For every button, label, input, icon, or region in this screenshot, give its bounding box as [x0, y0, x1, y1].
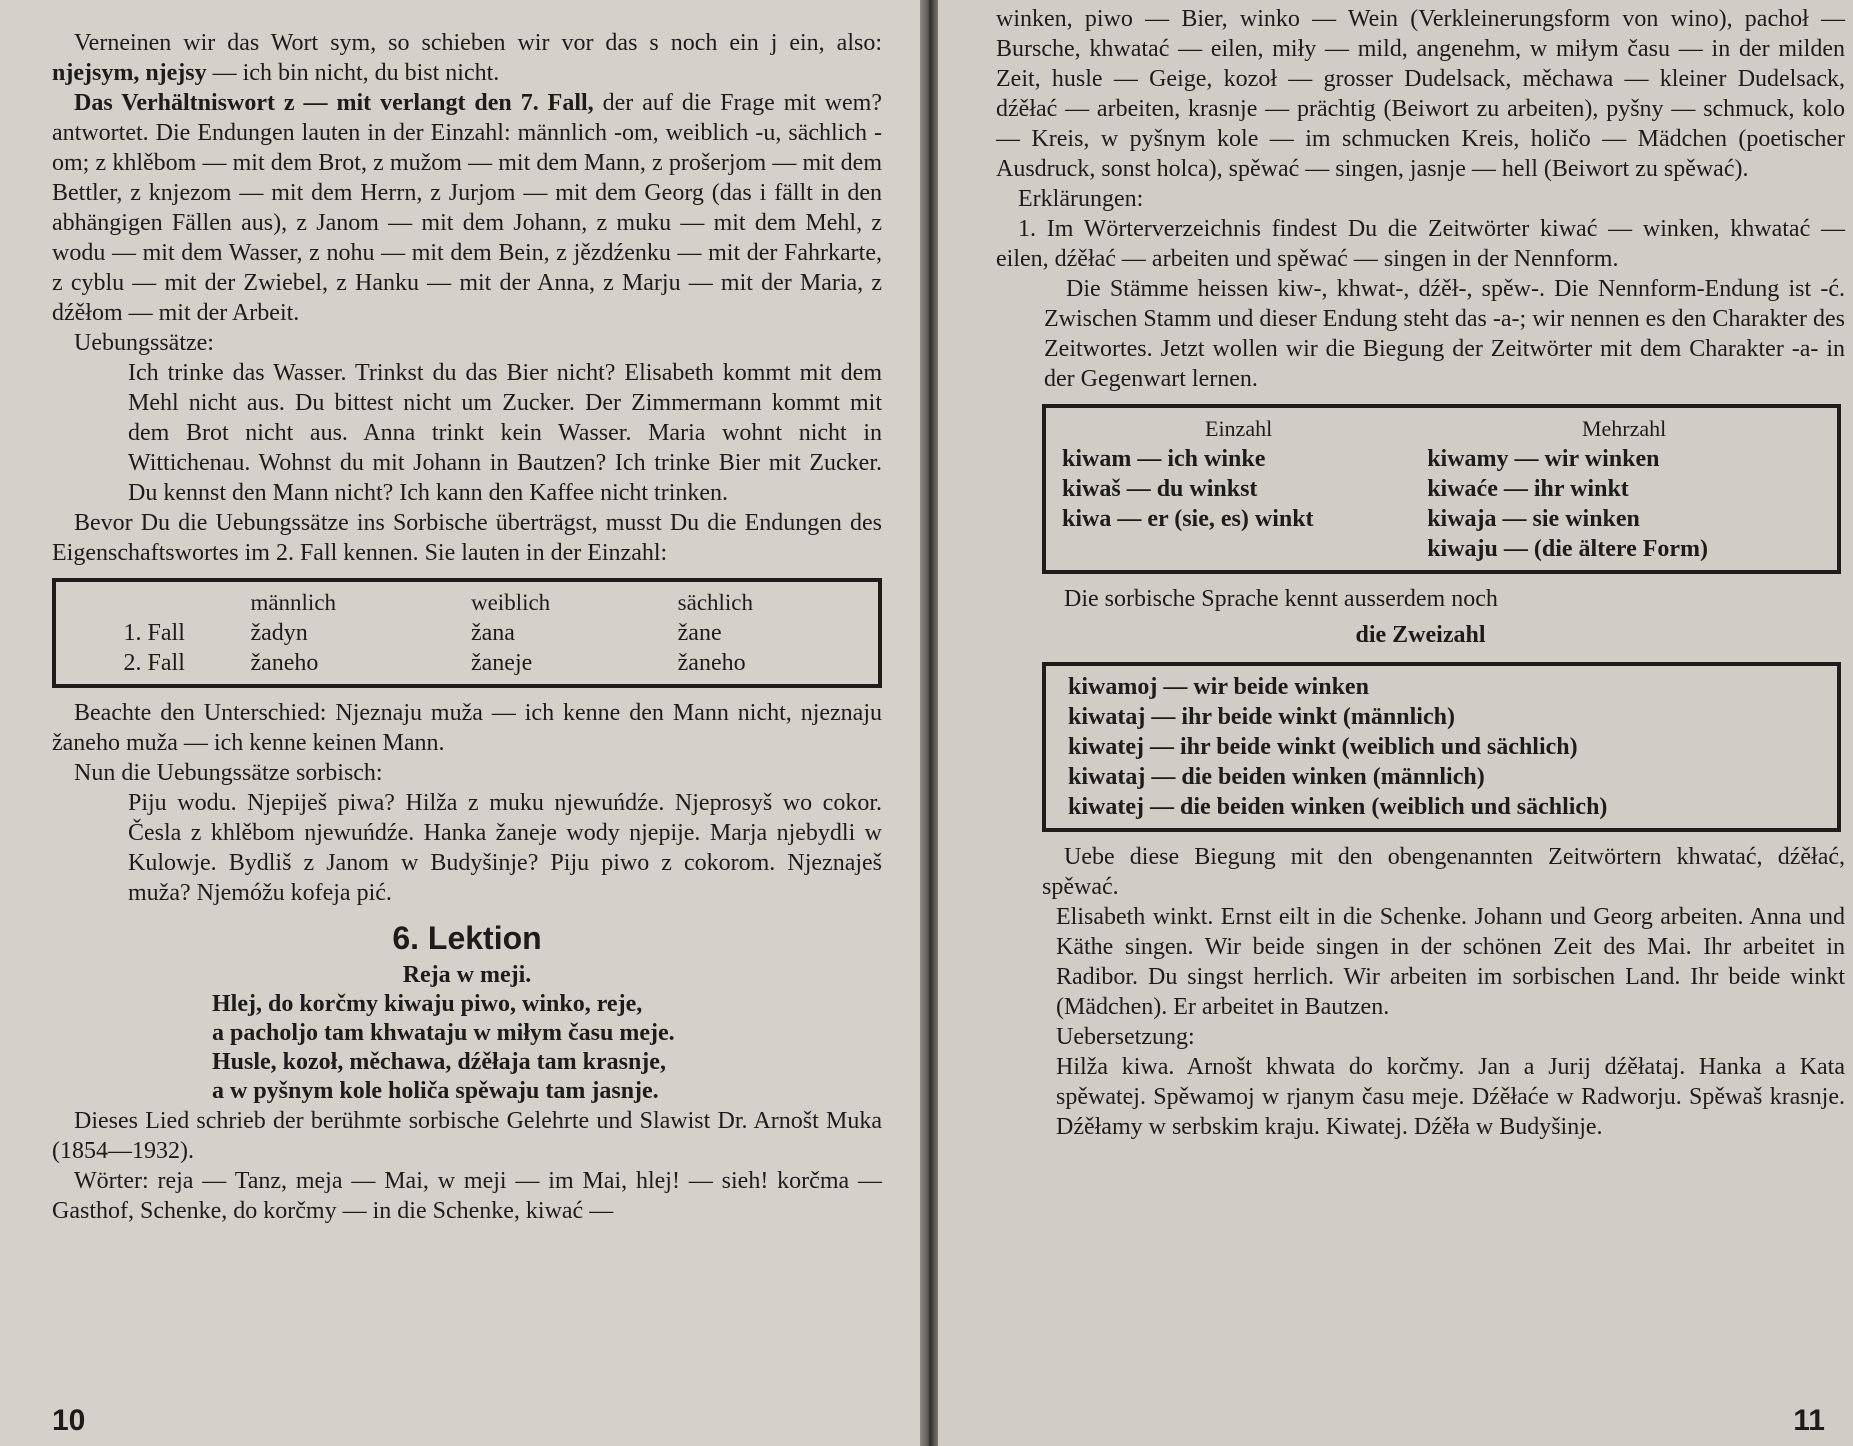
table-row: kiwa — er (sie, es) winkt kiwaja — sie winken — [1062, 506, 1640, 532]
table-header: sächlich — [677, 590, 754, 615]
explanation-stems: Die Stämme heissen kiw-, khwat-, dźěł-, spěw-. Die Nennform-Endung ist -ć. Zwischen Stamm und dieser Endung steht das -a-; wir nennen es den Charakter des Zeitwortes. Jetzt wollen wir die Biegung der Zeitwörter mit dem Charakter -a- in der Gegenwart lernen. — [1044, 276, 1845, 392]
song-verse — [52, 990, 882, 1106]
dual-heading: die Zweizahl — [1355, 622, 1486, 648]
practice-sentences: Elisabeth winkt. Ernst eilt in die Schenke. Johann und Georg arbeiten. Anna und Käthe singen. Wir beide singen in der schönen Zeit des Mai. Ihr arbeitet in Radibor. Du singst herrlich. Wir arbeiten im sorbischen Land. Ihr beide winkt (Mädchen). Er arbeitet in Bautzen. — [1056, 904, 1845, 1020]
song-note: Dieses Lied schrieb der berühmte sorbische Gelehrte und Slawist Dr. Arnošt Muka (1854—1932). — [52, 1108, 882, 1164]
declension-table — [52, 578, 882, 688]
dual-row: kiwatej — ihr beide winkt (weiblich und sächlich) — [1068, 734, 1578, 760]
paragraph-negation: Verneinen wir das Wort sym, so schieben wir vor das s noch ein j ein, also: njejsym, njejsy — ich bin nicht, du bist nicht. — [52, 30, 882, 86]
dual-table — [1042, 662, 1841, 832]
sorbian-heading: Nun die Uebungssätze sorbisch: — [74, 760, 383, 786]
dual-row: kiwatej — die beiden winken (weiblich und sächlich) — [1068, 794, 1608, 820]
sorbian-text: Piju wodu. Njepiješ piwa? Hilža z muku njewuńdźe. Njeprosyš wo cokor. Česla z khlěbom njewuńdźe. Hanka žaneje wody njepije. Marja njebydli w Kulowje. Bydliš z Janom w Budyšinje? Piju piwo z cokorom. Njeznaješ muža? Njemóžu kofeja pić. — [128, 790, 882, 906]
exercise-text: Ich trinke das Wasser. Trinkst du das Bier nicht? Elisabeth kommt mit dem Mehl nicht aus. Du bittest nicht um Zucker. Der Zimmermann kommt mit dem Brot nicht aus. Anna trinkt kein Wasser. Maria wohnt nicht in Wittichenau. Wohnst du mit Johann in Bautzen? Ich trinke Bier mit Zucker. Du kennst den Mann nicht? Ich kann den Kaffee nicht trinken. — [128, 360, 882, 506]
table-row: kiwaš — du winkst kiwaće — ihr winkt — [1062, 476, 1629, 502]
rule-lead: Das Verhältniswort z — mit verlangt den 7. Fall, — [74, 90, 594, 116]
explanations-heading: Erklärungen: — [1018, 186, 1144, 212]
table-header: weiblich — [470, 590, 551, 615]
conjugation-table — [1042, 404, 1841, 574]
exercise-heading: Uebungssätze: — [74, 330, 214, 356]
practice-text: Uebe diese Biegung mit den obengenannten Zeitwörtern khwatać, dźěłać, spěwać. — [1042, 844, 1845, 900]
explanation-item: 1. Im Wörterverzeichnis findest Du die Zeitwörter kiwać — winken, khwatać — eilen, dźěłać — arbeiten und spěwać — singen in der Nennform. — [996, 216, 1845, 272]
song-title: Reja w meji. — [402, 962, 532, 988]
table-row: 1. Fall žadyn žana žane — [123, 620, 722, 646]
left-page — [0, 0, 920, 1446]
paragraph-seventh-case: Das Verhältniswort z — mit verlangt den 7. Fall, der auf die Frage mit wem? antwortet. Die Endungen lauten in der Einzahl: männlich -om, weiblich -u, sächlich -om; z khlěbom — mit dem Brot, z mužom — mit dem Mann, z prošerjom — mit dem Bettler, z knjezom — mit dem Herrn, z Jurjom — mit dem Georg (das i fällt in den abhängigen Fällen aus), z Janom — mit dem Johann, z muku — mit dem Mehl, z wodu — mit dem Wasser, z nohu — mit dem Bein, z jězdźenku — mit der Fahrkarte, z cyblu — mit der Zwiebel, z Hanku — mit der Anna, z Marju — mit der Maria, z dźěłom — mit der Arbeit. — [52, 90, 882, 326]
page-number: 10 — [52, 1404, 86, 1437]
dual-intro: Die sorbische Sprache kennt ausserdem noch — [1064, 586, 1498, 612]
table-row: kiwaju — (die ältere Form) — [1427, 536, 1709, 562]
table-row: 2. Fall žaneho žaneje žaneho — [123, 650, 746, 676]
table-header: Einzahl — [1205, 416, 1273, 441]
song-line: a pacholjo tam khwataju w miłym času meje. — [212, 1020, 675, 1046]
translation-heading: Uebersetzung: — [1056, 1024, 1195, 1050]
book-gutter — [920, 0, 938, 1446]
song-line: a w pyšnym kole holiča spěwaju tam jasnje. — [212, 1078, 659, 1104]
song-line: Hlej, do korčmy kiwaju piwo, winko, reje, — [212, 991, 643, 1017]
lesson-title: 6. Lektion — [392, 920, 542, 956]
table-row: kiwam — ich winke kiwamy — wir winken — [1062, 446, 1660, 472]
page-number: 11 — [1793, 1404, 1825, 1437]
before-text: Bevor Du die Uebungssätze ins Sorbische überträgst, musst Du die Endungen des Eigenschaftswortes im 2. Fall kennen. Sie lauten in der Einzahl: — [52, 510, 882, 566]
song-line: Husle, kozoł, měchawa, dźěłaja tam krasnje, — [212, 1049, 666, 1075]
table-header: Mehrzahl — [1581, 416, 1667, 441]
translation-text: Hilža kiwa. Arnošt khwata do korčmy. Jan a Jurij dźěłataj. Hanka a Kata spěwatej. Spěwamoj w rjanym času meje. Dźěłaće w Radworju. Spěwaš krasnje. Dźěłamy w serbskim kraju. Kiwatej. Dźěła w Budyšinje. — [1056, 1054, 1845, 1140]
note-text: Beachte den Unterschied: Njeznaju muža — ich kenne den Mann nicht, njeznaju žaneho muža — ich kenne keinen Mann. — [52, 700, 882, 756]
dual-row: kiwamoj — wir beide winken — [1068, 674, 1369, 700]
vocabulary-text: Wörter: reja — Tanz, meja — Mai, w meji — im Mai, hlej! — sieh! korčma — Gasthof, Schenke, do korčmy — in die Schenke, kiwać — — [52, 1168, 882, 1224]
dual-row: kiwataj — die beiden winken (männlich) — [1068, 764, 1485, 790]
vocabulary-continued: winken, piwo — Bier, winko — Wein (Verkleinerungsform von wino), pachoł — Bursche, khwatać — eilen, miły — mild, angenehm, w miłym času — in der milden Zeit, husle — Geige, kozoł — grosser Dudelsack, měchawa — kleiner Dudelsack, dźěłać — arbeiten, krasnje — prächtig (Beiwort zu arbeiten), pyšny — schmuck, kolo — Kreis, w pyšnym kole — im schmucken Kreis, holičo — Mädchen (poetischer Ausdruck, sonst holca), spěwać — singen, jasnje — hell (Beiwort zu spěwać). — [996, 6, 1845, 182]
table-header: männlich — [250, 590, 337, 615]
right-page — [938, 0, 1853, 1446]
dual-row: kiwataj — ihr beide winkt (männlich) — [1068, 704, 1455, 730]
